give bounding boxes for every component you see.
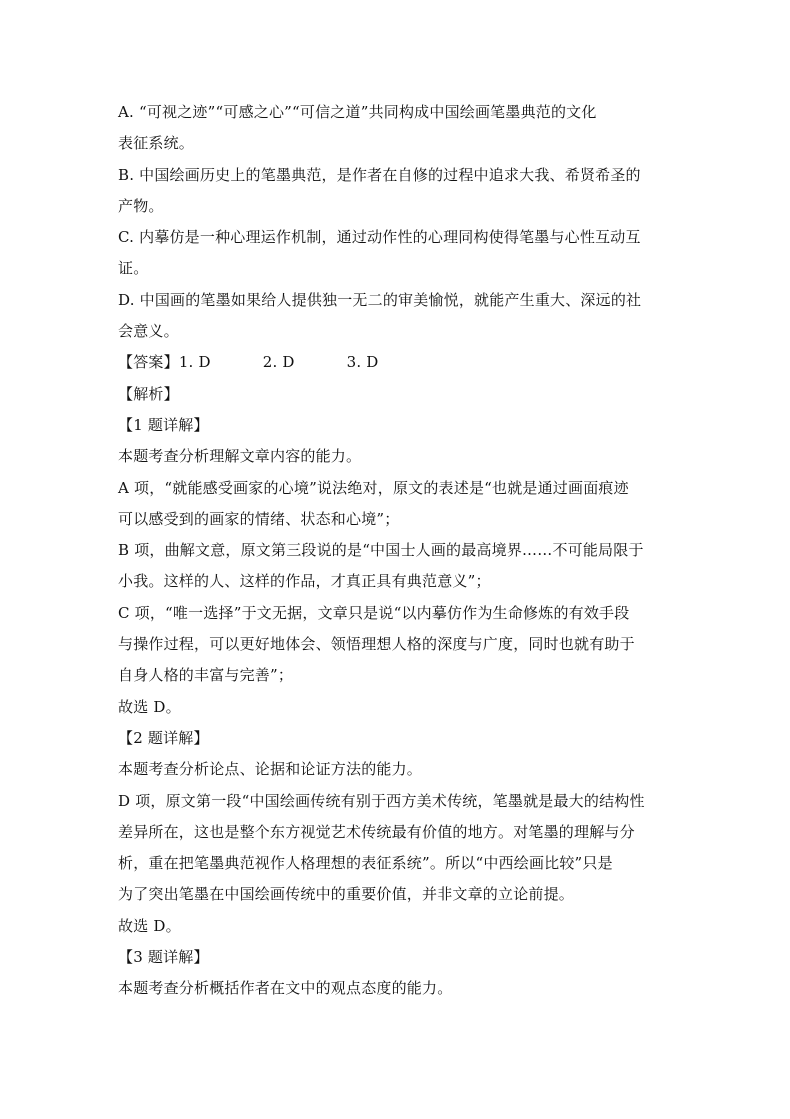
option-c-line-1: C. 内摹仿是一种心理运作机制，通过动作性的心理同构使得笔墨与心性互动互 xyxy=(118,228,641,247)
question-2-heading: 【2 题详解】 xyxy=(118,728,209,747)
analysis-line: C 项，“唯一选择”于文无据，文章只是说“以内摹仿作为生命修炼的有效手段 xyxy=(118,603,630,622)
analysis-line: 本题考查分析理解文章内容的能力。 xyxy=(118,447,362,466)
option-d-line-1: D. 中国画的笔墨如果给人提供独一无二的审美愉悦，就能产生重大、深远的社 xyxy=(118,290,642,309)
option-b-line-1: B. 中国绘画历史上的笔墨典范，是作者在自修的过程中追求大我、希贤希圣的 xyxy=(118,165,641,184)
analysis-line: 小我。这样的人、这样的作品，才真正具有典范意义”； xyxy=(118,572,491,591)
option-d-line-2: 会意义。 xyxy=(118,322,179,341)
answer-line xyxy=(118,347,678,378)
answer-item: 1. D xyxy=(178,353,211,372)
analysis-line: 差异所在，这也是整个东方视觉艺术传统最有价值的地方。对笔墨的理解与分 xyxy=(118,822,635,841)
answer-item: 2. D xyxy=(262,353,295,372)
analysis-line: D 项，原文第一段“中国绘画传统有别于西方美术传统，笔墨就是最大的结构性 xyxy=(118,791,645,810)
analysis-line: B 项，曲解文意，原文第三段说的是“中国士人画的最高境界……不可能局限于 xyxy=(118,541,644,560)
question-3-heading: 【3 题详解】 xyxy=(118,948,209,967)
option-c-line-2: 证。 xyxy=(118,259,149,278)
question-1-heading: 【1 题详解】 xyxy=(118,415,209,434)
analysis-line: 析，重在把笔墨典范视作人格理想的表征系统”。所以“中西绘画比较”只是 xyxy=(118,854,613,873)
analysis-heading: 【解析】 xyxy=(118,384,179,403)
analysis-line: 为了突出笔墨在中国绘画传统中的重要价值，并非文章的立论前提。 xyxy=(118,885,575,904)
analysis-line: 可以感受到的画家的情绪、状态和心境”； xyxy=(118,509,400,528)
option-b-line-2: 产物。 xyxy=(118,196,164,215)
analysis-conclusion: 故选 D。 xyxy=(118,697,181,716)
analysis-line: 与操作过程，可以更好地体会、领悟理想人格的深度与广度，同时也就有助于 xyxy=(118,635,635,654)
analysis-line: 本题考查分析论点、论据和论证方法的能力。 xyxy=(118,760,423,779)
analysis-line: 自身人格的丰富与完善”； xyxy=(118,666,294,685)
document-body xyxy=(118,97,678,1005)
analysis-line: 本题考查分析概括作者在文中的观点态度的能力。 xyxy=(118,979,453,998)
answer-label: 【答案】 xyxy=(118,353,179,372)
option-a-line-2: 表征系统。 xyxy=(118,134,195,153)
answer-item: 3. D xyxy=(346,353,379,372)
analysis-line: A 项，“就能感受画家的心境”说法绝对，原文的表述是“也就是通过画面痕迹 xyxy=(118,478,629,497)
option-a-line-1: A. “可视之迹”“可感之心”“可信之道”共同构成中国绘画笔墨典范的文化 xyxy=(118,103,597,121)
analysis-conclusion: 故选 D。 xyxy=(118,916,181,935)
